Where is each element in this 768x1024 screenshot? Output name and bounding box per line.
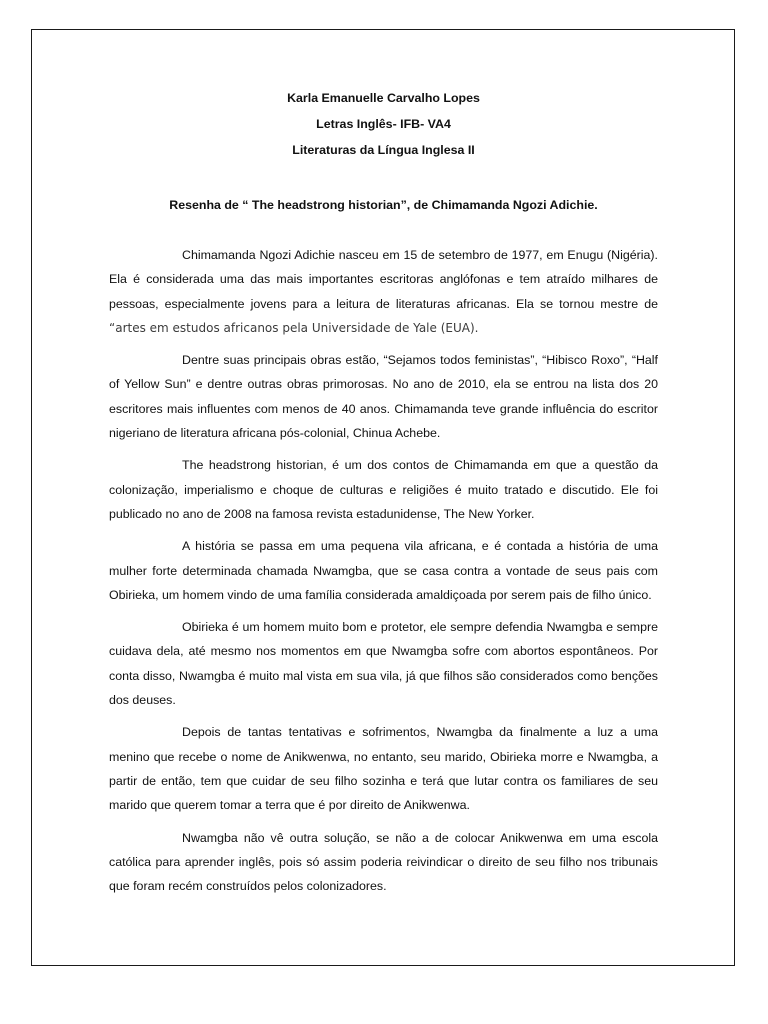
paragraph-5: Obirieka é um homem muito bom e protetor, ele sempre defendia Nwamgba e sempre cuidava dela, até mesmo nos momentos em que Nwamgba sofre com abortos espontâneos. Por conta disso, Nwamgba é muito mal vista em sua vila, já que filhos são considerados como benções dos deuses. — [109, 620, 658, 708]
subject-line: Literaturas da Língua Inglesa II — [292, 143, 475, 157]
paragraph-1-text: Chimamanda Ngozi Adichie nasceu em 15 de setembro de 1977, em Enugu (Nigéria). Ela é considerada uma das mais importantes escritoras anglófonas e tem atraído milhares de pessoas, especialmente jovens para a leitura de literaturas africanas. Ela se tornou mestre de — [109, 248, 658, 311]
paragraph-1 — [109, 243, 658, 340]
review-title: Resenha de “ The headstrong historian”, de Chimamanda Ngozi Adichie. — [169, 198, 598, 212]
paragraph-4: A história se passa em uma pequena vila africana, e é contada a história de uma mulher forte determinada chamada Nwamgba, que se casa contra a vontade de seus pais com Obirieka, um homem vindo de uma família considerada amaldiçoada por serem pais de filho único. — [109, 539, 658, 602]
paragraph-1-quote: “artes em estudos africanos pela Universidade de Yale (EUA). — [109, 320, 479, 335]
course-line: Letras Inglês- IFB- VA4 — [316, 117, 451, 131]
document-body — [109, 85, 658, 898]
author-name: Karla Emanuelle Carvalho Lopes — [287, 91, 480, 105]
paragraph-7: Nwamgba não vê outra solução, se não a de colocar Anikwenwa em uma escola católica para aprender inglês, pois só assim poderia reivindicar o direito de seu filho nos tribunais que foram recém construídos pelos colonizadores. — [109, 830, 658, 894]
paragraph-6: Depois de tantas tentativas e sofrimentos, Nwamgba da finalmente a luz a uma menino que recebe o nome de Anikwenwa, no entanto, seu marido, Obirieka morre e Nwamgba, a partir de então, tem que cuidar de seu filho sozinha e terá que lutar contra os familiares de seu marido que querem tomar a terra que é por direito de Anikwenwa. — [109, 725, 658, 813]
paragraph-2: Dentre suas principais obras estão, “Sejamos todos feministas”, “Hibisco Roxo”, “Half of Yellow Sun” e dentre outras obras primorosas. No ano de 2010, ela se entrou na lista dos 20 escritores mais influentes com menos de 40 anos. Chimamanda teve grande influência do escritor nigeriano de literatura africana pós-colonial, Chinua Achebe. — [109, 353, 658, 441]
paragraph-3: The headstrong historian, é um dos contos de Chimamanda em que a questão da colonização, imperialismo e choque de culturas e religiões é muito tratado e discutido. Ele foi publicado no ano de 2008 na famosa revista estadunidense, The New Yorker. — [109, 458, 658, 521]
